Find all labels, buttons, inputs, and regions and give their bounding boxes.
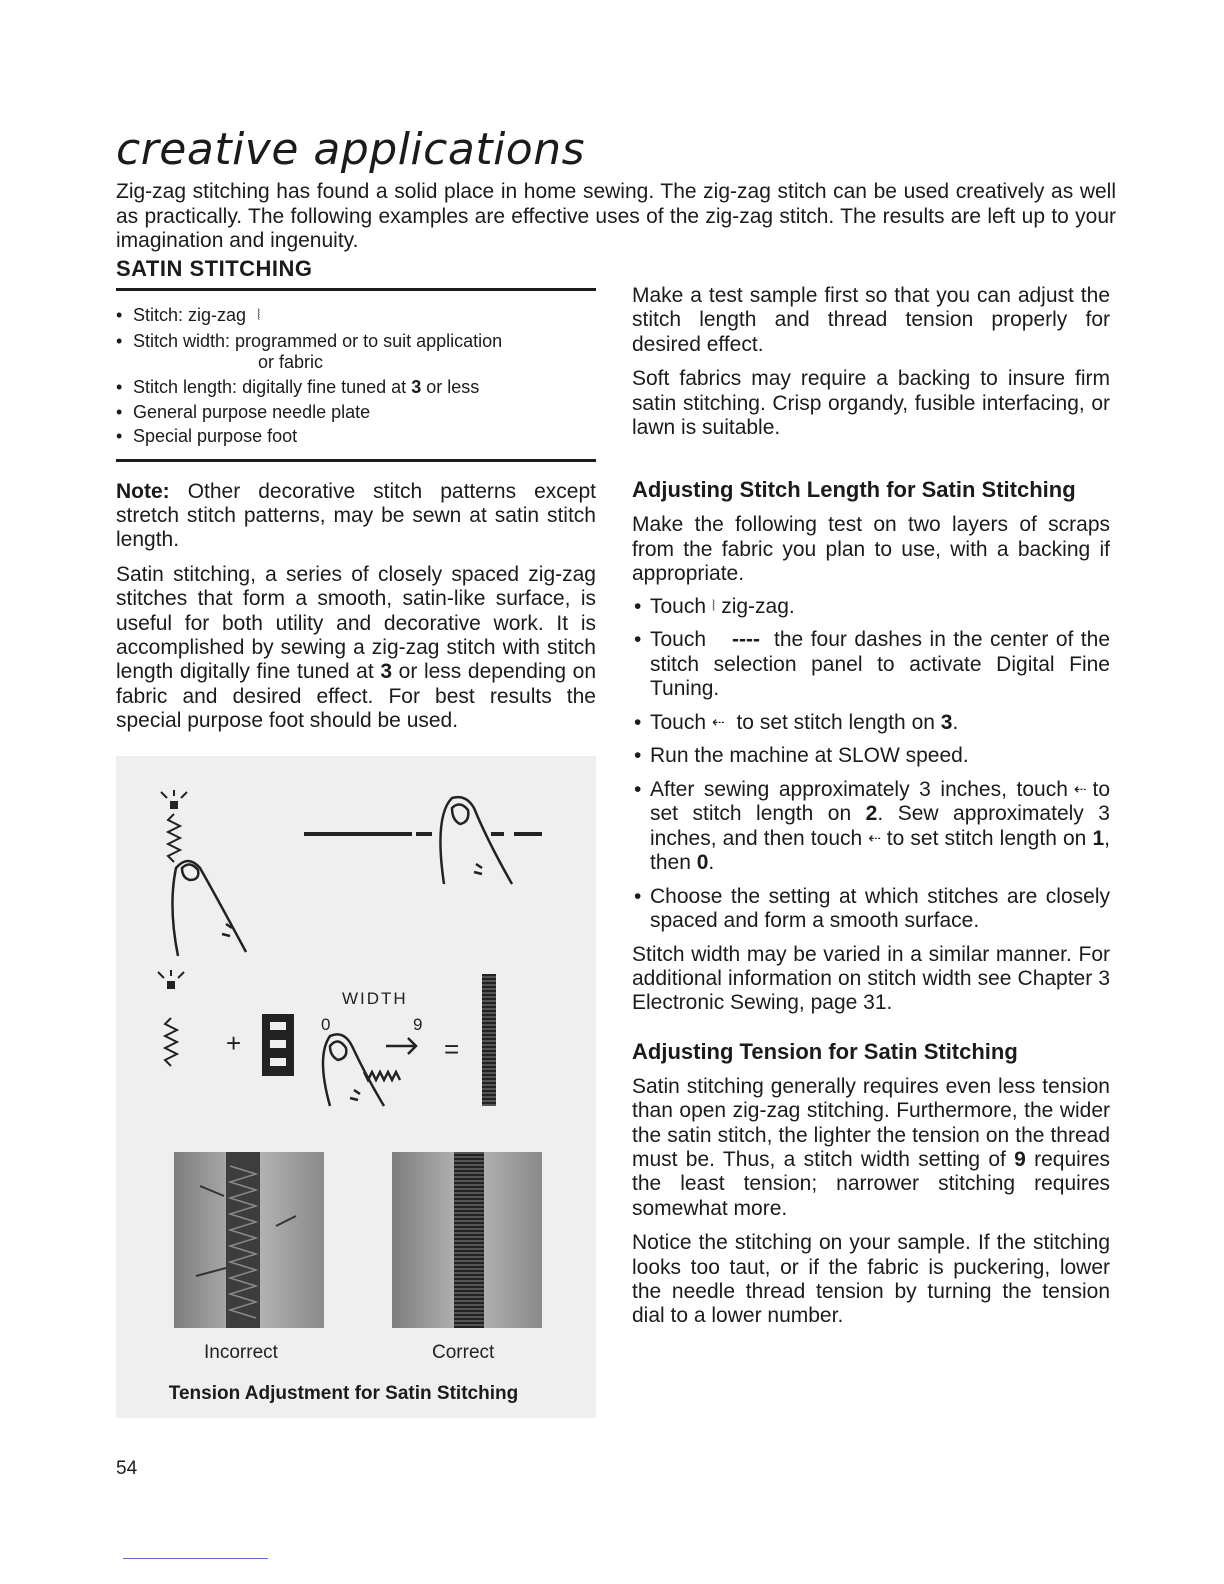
width-display-icon — [262, 1014, 294, 1076]
step-touch-dashes: • Touch ---- the four dashes in the center of the stitch selection panel to activate Digital Fine Tuning. — [632, 628, 1110, 701]
backing-paragraph: Soft fabrics may require a backing to insure firm satin stitching. Crisp organdy, fusible interfacing, or lawn is suitable. — [632, 367, 1110, 440]
tension-paragraph: Satin stitching generally requires even less tension than open zig-zag stitching. Furthermore, the wider the satin stitch, the lighter the tension on the thread must be. Thus, a stitch width setting of 9 requires the least tension; narrower stitching requires somewhat more. — [632, 1074, 1111, 1220]
left-column — [116, 256, 596, 734]
width-min: 0 — [321, 1015, 331, 1034]
step-set-length-3: • Touch ⇠ to set stitch length on 3. — [632, 711, 1110, 736]
step-sew-and-adjust: • After sewing approximately 3 inches, touch ⇠ to set stitch length on 2. Sew approximately 3 inches, and then touch ⇠ to set stitch length on 1, then 0. — [632, 778, 1110, 876]
page-number: 54 — [116, 1458, 138, 1479]
figure-caption: Tension Adjustment for Satin Stitching — [168, 1383, 519, 1404]
step-slow-speed: • Run the machine at SLOW speed. — [632, 744, 1110, 768]
correct-label: Correct — [432, 1342, 495, 1363]
tension-heading: Adjusting Tension for Satin Stitching — [632, 1038, 1018, 1064]
fine-tune-left-arrow-icon: ⇠ — [712, 713, 725, 731]
note-paragraph: Note: Other decorative stitch patterns except stretch stitch patterns, may be sewn at satin stitch length. — [116, 479, 596, 552]
tension-figure — [116, 756, 596, 1418]
width-label: WIDTH — [342, 989, 408, 1008]
stitch-length-heading: Adjusting Stitch Length for Satin Stitching — [632, 477, 1076, 503]
settings-rule — [116, 459, 596, 462]
fine-tune-left-arrow-icon: ⇠ — [1073, 780, 1087, 798]
satin-stitching-heading: SATIN STITCHING — [116, 256, 313, 281]
finger-icon — [172, 861, 246, 956]
incorrect-sample — [174, 1152, 324, 1328]
right-column — [632, 284, 1110, 1329]
setting-width: • Stitch width: programmed or to suit application or fabric — [116, 329, 596, 372]
equals-sign: = — [444, 1034, 460, 1064]
setting-plate: • General purpose needle plate — [116, 400, 596, 425]
step-touch-zigzag: • Touch ⦚ zig-zag. — [632, 595, 1110, 620]
arrow-right-icon — [364, 1038, 416, 1080]
satin-column-icon — [482, 974, 496, 1106]
setting-length: • Stitch length: digitally fine tuned at 3 or less — [116, 375, 596, 400]
illustration — [116, 756, 596, 1418]
setting-stitch: • Stitch: zig-zag ⦚ — [116, 303, 596, 329]
dashes-glyph: ---- — [732, 628, 761, 652]
finger-icon — [323, 1034, 384, 1106]
incorrect-label: Incorrect — [204, 1342, 278, 1363]
plus-sign: + — [226, 1028, 242, 1058]
correct-sample — [392, 1152, 542, 1328]
zigzag-icon: ⦚ — [712, 597, 716, 615]
notice-paragraph: Notice the stitching on your sample. If the stitching looks too taut, or if the fabric is puckering, lower the needle thread tension by turning the tension dial to a lower number. — [632, 1231, 1110, 1328]
zigzag-icon — [161, 790, 187, 862]
finger-icon — [440, 797, 512, 884]
setting-foot: • Special purpose foot — [116, 424, 596, 449]
page-title: creative applications — [116, 124, 586, 175]
fine-tune-left-arrow-icon: ⇠ — [868, 829, 881, 847]
stitch-length-intro: Make the following test on two layers of scraps from the fabric you plan to use, with a backing if appropriate. — [632, 513, 1110, 586]
heading-rule — [116, 288, 596, 291]
zigzag-icon: ⦚ — [257, 307, 261, 324]
footer-line — [123, 1558, 268, 1559]
satin-description: Satin stitching, a series of closely spaced zig-zag stitches that form a smooth, satin-like surface, is useful for both utility and decorative work. It is accomplished by sewing a zig-zag stitch with stitch length digitally fine tuned at 3 or less depending on fabric and desired effect. For best results the special purpose foot should be used. — [116, 562, 597, 733]
stitch-width-note: Stitch width may be varied in a similar manner. For additional information on stitch width see Chapter 3 Electronic Sewing, page 31. — [632, 942, 1110, 1015]
test-sample-paragraph: Make a test sample first so that you can adjust the stitch length and thread tension properly for desired effect. — [632, 284, 1110, 356]
intro-paragraph: Zig-zag stitching has found a solid place in home sewing. The zig-zag stitch can be used creatively as well as practically. The following examples are effective uses of the zig-zag stitch. The results are left up to your imagination and ingenuity. — [116, 180, 1116, 252]
stitch-length-steps — [632, 595, 1110, 934]
width-max: 9 — [413, 1015, 423, 1034]
zigzag-icon — [158, 970, 184, 1066]
step-choose-setting: • Choose the setting at which stitches are closely spaced and form a smooth surface. — [632, 885, 1110, 934]
settings-list — [116, 303, 596, 449]
